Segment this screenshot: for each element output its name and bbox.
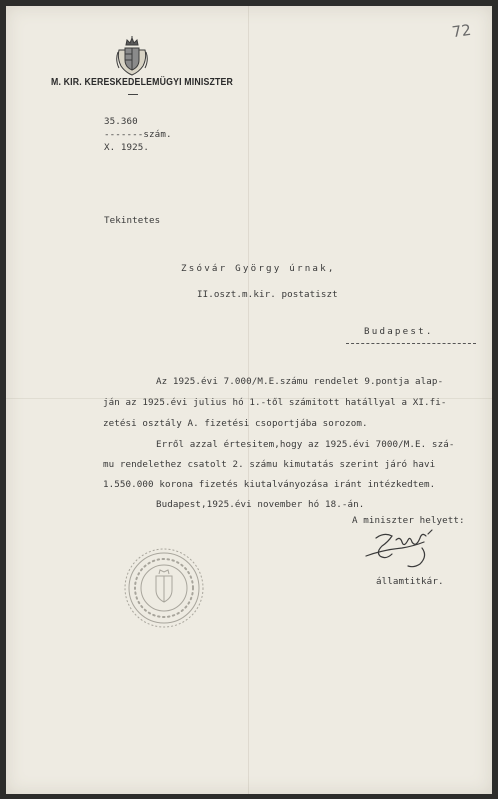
reference-szam: -------szám. xyxy=(104,129,172,140)
seal-stamp-icon xyxy=(122,546,206,630)
recipient-title: II.oszt.m.kir. postatiszt xyxy=(197,289,338,300)
handwritten-signature-icon xyxy=(362,526,442,570)
city-underline xyxy=(346,343,476,344)
paragraph-line: ján az 1925.évi julius hó 1.-től számitott hatállyal a XI.fi- xyxy=(103,397,447,408)
letter-page xyxy=(6,6,492,794)
paragraph-line: 1.550.000 korona fizetés kiutalványozása iránt intézkedtem. xyxy=(103,479,436,490)
heading-rule xyxy=(128,94,138,95)
coat-of-arms-icon xyxy=(115,36,149,78)
recipient-city: Budapest. xyxy=(364,326,434,337)
recipient-name: Zsóvár György úrnak, xyxy=(181,263,336,274)
ministry-heading: M. KIR. KERESKEDELEMÜGYI MINISZTER xyxy=(51,77,234,88)
paragraph-line: Az 1925.évi 7.000/M.E.számu rendelet 9.pontja alap- xyxy=(156,376,444,387)
on-behalf-line: A miniszter helyett: xyxy=(352,515,465,526)
salutation: Tekintetes xyxy=(104,215,161,226)
reference-number: 35.360 xyxy=(104,116,138,127)
paragraph-line: Erről azzal értesitem,hogy az 1925.évi 7000/M.E. szá- xyxy=(156,439,455,450)
reference-date: X. 1925. xyxy=(104,142,150,153)
signer-role: államtitkár. xyxy=(376,576,444,587)
paragraph-line: zetési osztály A. fizetési csoportjába sorozom. xyxy=(103,418,368,429)
date-line: Budapest,1925.évi november hó 18.-án. xyxy=(156,499,365,510)
page-number: 72 xyxy=(450,20,473,42)
paragraph-line: mu rendelethez csatolt 2. számu kimutatás szerint járó havi xyxy=(103,459,436,470)
